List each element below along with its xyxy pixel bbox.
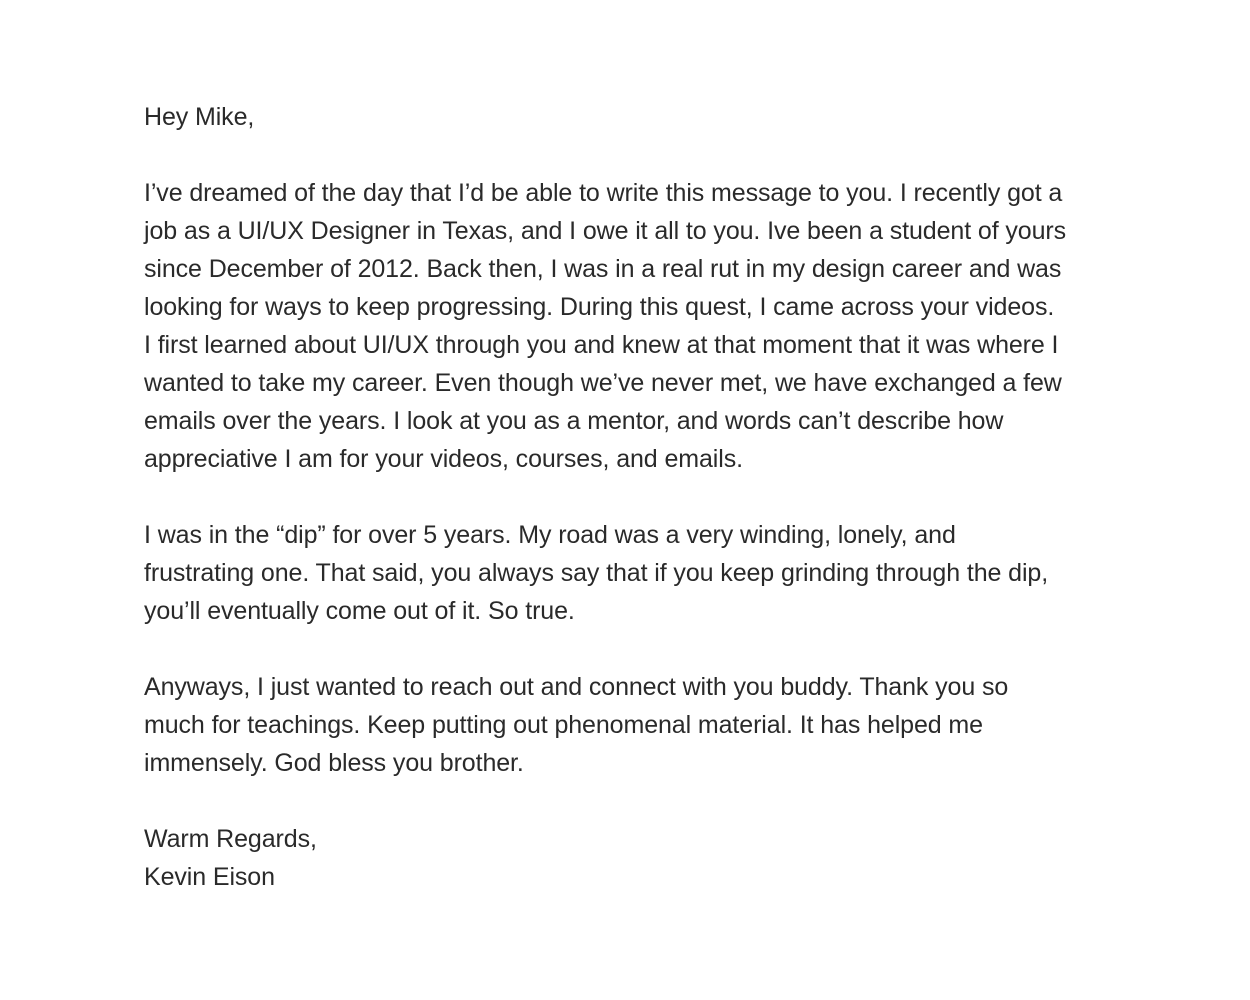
paragraph-line: looking for ways to keep progressing. During this quest, I came across your videos. (144, 293, 1055, 321)
paragraph-line: job as a UI/UX Designer in Texas, and I owe it all to you. Ive been a student of yours (144, 217, 1067, 245)
paragraph-line: immensely. God bless you brother. (144, 749, 524, 777)
letter-paragraph-1 (144, 174, 1124, 478)
letter-signoff (144, 820, 1124, 896)
paragraph-line: I first learned about UI/UX through you and knew at that moment that it was where I (144, 331, 1059, 359)
paragraph-line: frustrating one. That said, you always say that if you keep grinding through the dip, (144, 559, 1049, 587)
paragraph-line: since December of 2012. Back then, I was in a real rut in my design career and was (144, 255, 1062, 283)
letter-paragraph-2 (144, 516, 1124, 630)
closing-text: Warm Regards, (144, 825, 317, 853)
paragraph-line: much for teachings. Keep putting out phenomenal material. It has helped me (144, 711, 983, 739)
paragraph-line: emails over the years. I look at you as a mentor, and words can’t describe how (144, 407, 1004, 435)
signature-name: Kevin Eison (144, 863, 275, 891)
paragraph-line: you’ll eventually come out of it. So true. (144, 597, 575, 625)
letter-body (144, 98, 1124, 896)
paragraph-line: I’ve dreamed of the day that I’d be able to write this message to you. I recently got a (144, 179, 1063, 207)
letter-greeting (144, 98, 1124, 136)
paragraph-line: Anyways, I just wanted to reach out and connect with you buddy. Thank you so (144, 673, 1009, 701)
greeting-text: Hey Mike, (144, 103, 255, 131)
paragraph-line: I was in the “dip” for over 5 years. My road was a very winding, lonely, and (144, 521, 956, 549)
paragraph-line: wanted to take my career. Even though we’ve never met, we have exchanged a few (144, 369, 1062, 397)
letter-paragraph-3 (144, 668, 1124, 782)
paragraph-line: appreciative I am for your videos, courses, and emails. (144, 445, 743, 473)
